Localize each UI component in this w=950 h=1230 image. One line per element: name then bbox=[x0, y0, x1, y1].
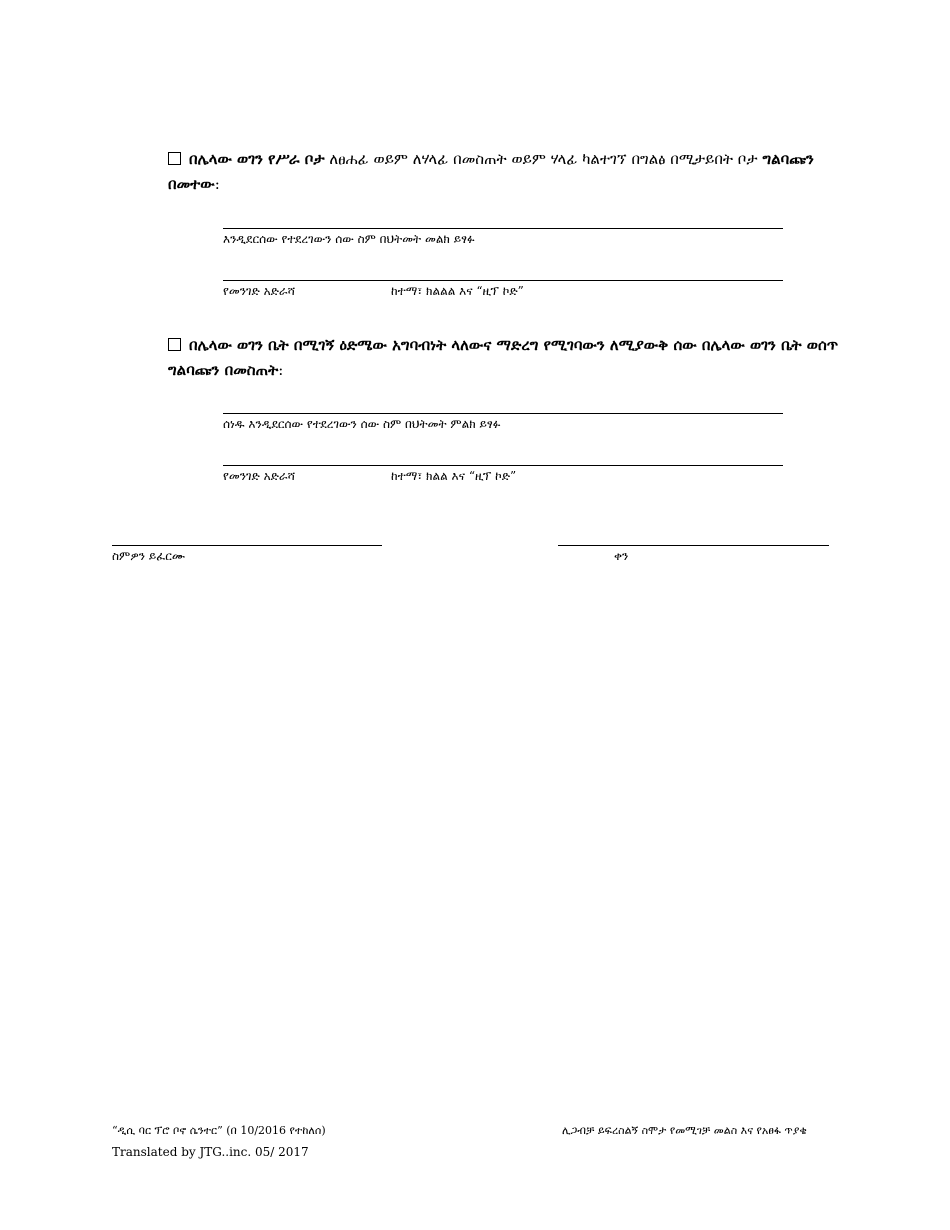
option-1-address-label: የመንገድ አድራሻ bbox=[223, 284, 296, 298]
option-2-bold-text: በሌላው ወገን ቤት በሚገኝ ዕድሜው አግባብነት ላለውና ማድረግ የሚገባውን ለሚያውቅ ሰው በሌላው ወገን ቤት ወሰጥ ግልባጩን በመስጠት bbox=[168, 336, 839, 379]
option-1-name-line[interactable] bbox=[223, 228, 783, 229]
footer-form-title: ሊጋብቻ ይፍረስልኝ ስሞታ የመሚገቻ መልስ እና የአፀፋ ጥያቄ bbox=[562, 1124, 807, 1137]
option-1-city-label: ከተማ፣ ክልልል እና “ዚፕ ኮድ” bbox=[391, 284, 524, 298]
option-1-text: ለፀሐፊ ወይም ለሃላፊ በመስጠት ወይም ሃላፊ ካልተገኘ በግልፅ በሚታይበት ቦታ bbox=[324, 150, 758, 168]
date-line[interactable] bbox=[558, 545, 829, 546]
option-2-name-label: ሰነዱ እንዲደርሰው የተደረገውን ሰው ስም በህትመት ምልክ ይፃፉ bbox=[223, 417, 501, 431]
footer-translated-by: Translated by JTG..inc. 05/ 2017 bbox=[112, 1145, 309, 1159]
option-1-checkbox[interactable] bbox=[168, 152, 181, 165]
option-1-address-line[interactable] bbox=[223, 280, 783, 281]
option-2-checkbox[interactable] bbox=[168, 338, 181, 351]
option-2-city-label: ከተማ፣ ክልል እና “ዚፕ ኮድ” bbox=[391, 469, 517, 483]
option-2-address-line[interactable] bbox=[223, 465, 783, 466]
date-label: ቀን bbox=[614, 549, 629, 563]
option-2-punct: : bbox=[278, 361, 284, 379]
signature-label: ስምዎን ይፈርሙ bbox=[112, 549, 186, 563]
option-2-address-label: የመንገድ አድራሻ bbox=[223, 469, 296, 483]
option-1-bold-tail: ግልባጩን በመተው bbox=[168, 150, 814, 193]
option-1-punct: : bbox=[214, 175, 220, 193]
option-1-heading bbox=[168, 147, 840, 197]
option-2-name-line[interactable] bbox=[223, 413, 783, 414]
signature-line[interactable] bbox=[112, 545, 382, 546]
option-2-heading bbox=[168, 333, 840, 383]
footer-form-id: “ዲሲ ባር ፕሮ ቦኖ ሴንተር” (በ 10/2016 የተከለሰ) bbox=[112, 1124, 326, 1137]
option-1-bold-lead: በሌላው ወገን የሥራ ቦታ bbox=[189, 150, 325, 168]
option-1-name-label: እንዲደርሰው የተደረገውን ሰው ስም በህትመት መልክ ይፃፉ bbox=[223, 232, 475, 246]
